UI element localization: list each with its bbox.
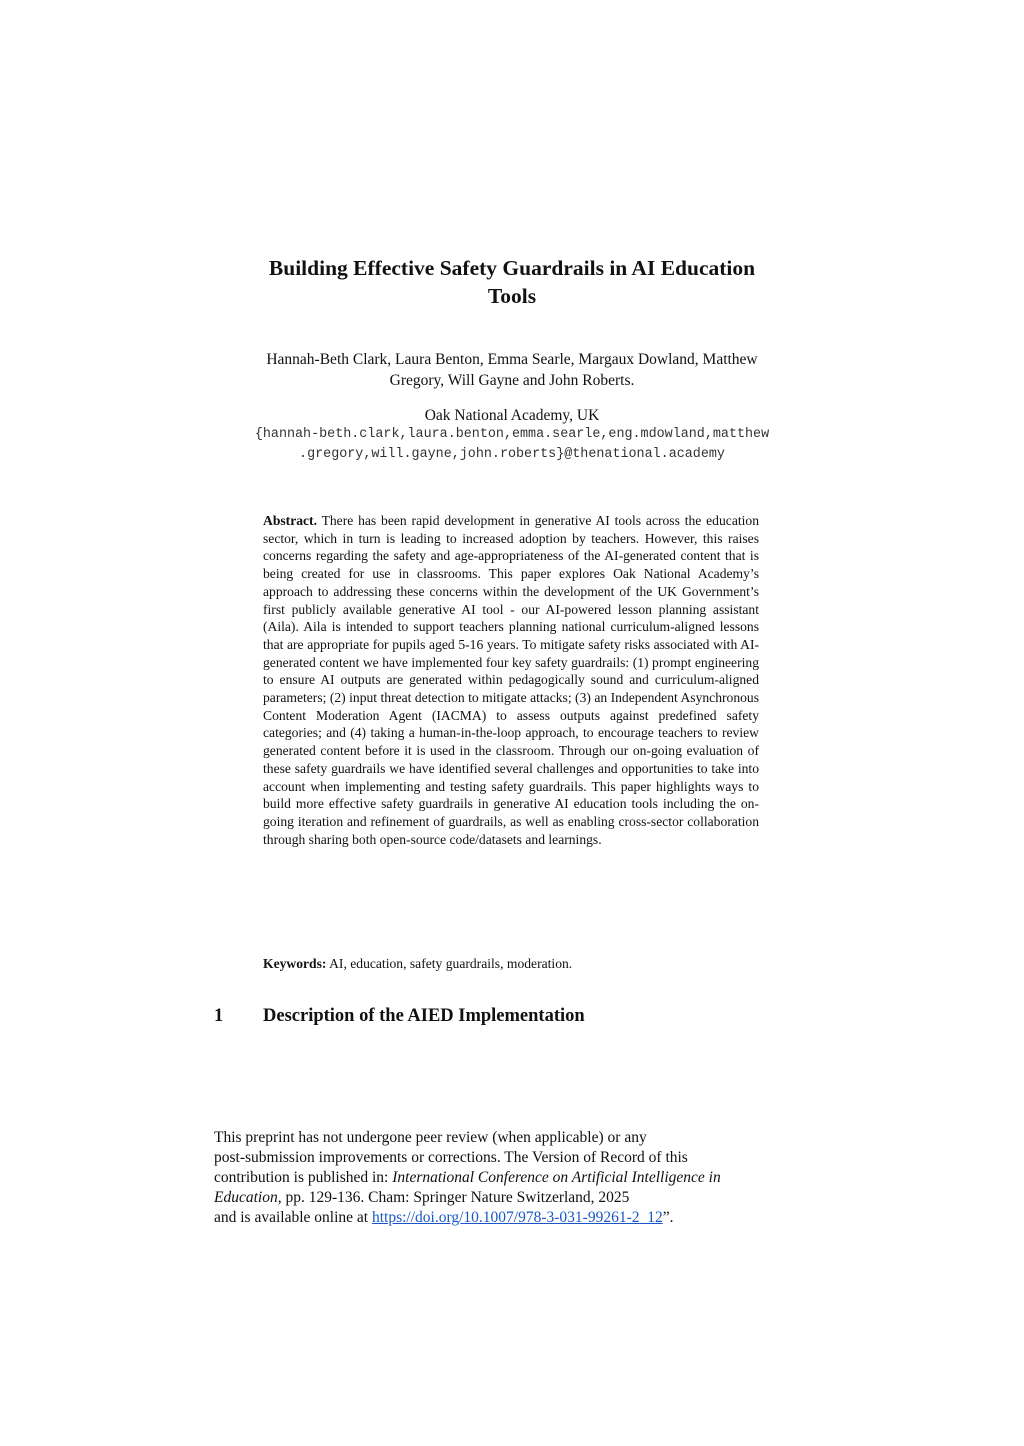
keywords-label: Keywords: <box>263 956 327 971</box>
venue-name-part-2: Education <box>214 1189 278 1206</box>
paper-title-line-2: Tools <box>487 284 537 308</box>
publication-details: , pp. 129-136. Cham: Springer Nature Switzerland, 2025 <box>277 1189 630 1206</box>
author-list-line-1: Hannah-Beth Clark, Laura Benton, Emma Searle, Margaux Dowland, Matthew <box>266 351 758 368</box>
abstract <box>263 512 759 848</box>
author-list <box>212 349 812 391</box>
section-title: Description of the AIED Implementation <box>263 1006 585 1026</box>
preprint-notice-line-4 <box>214 1188 814 1208</box>
venue-name-part-1: International Conference on Artificial Intelligence in <box>392 1169 721 1186</box>
preprint-notice-line-1: This preprint has not undergone peer review (when applicable) or any <box>214 1129 647 1146</box>
keywords <box>263 955 759 973</box>
preprint-notice <box>214 1128 814 1228</box>
section-number: 1 <box>214 1006 224 1026</box>
available-online-text: and is available online at <box>214 1209 372 1226</box>
section-heading <box>214 1004 814 1028</box>
preprint-notice-line-5 <box>214 1208 814 1228</box>
author-emails-line-2: .gregory,will.gayne,john.roberts}@thenational.academy <box>299 447 725 462</box>
author-emails <box>200 425 824 465</box>
published-in-text: contribution is published in: <box>214 1169 393 1186</box>
abstract-label: Abstract. <box>263 513 317 528</box>
closing-quote: ”. <box>662 1209 674 1226</box>
author-emails-line-1: {hannah-beth.clark,laura.benton,emma.searle,eng.mdowland,matthew <box>254 427 770 442</box>
abstract-text: There has been rapid development in generative AI tools across the education sector, which in turn is leading to increased adoption by teachers. However, this raises concerns regarding the safety and age-appropriateness of the AI-generated content that is being created for use in classrooms. This paper explores Oak National Academy’s approach to addressing these concerns within the development of the UK Government’s first publicly available generative AI tool - our AI-powered lesson planning assistant (Aila). Aila is intended to support teachers planning national curriculum-aligned lessons that are appropriate for pupils aged 5-16 years. To mitigate safety risks associated with AI-generated content we have implemented four key safety guardrails: (1) prompt engineering to ensure AI outputs are generated within pedagogically sound and curriculum-aligned parameters; (2) input threat detection to mitigate attacks; (3) an Independent Asynchronous Content Moderation Agent (IACMA) to assess outputs against predefined safety categories; and (4) taking a human-in-the-loop approach, to encourage teachers to review generated content before it is used in the classroom. Through our on-going evaluation of these safety guardrails we have identified several challenges and opportunities to take into account when implementing and testing safety guardrails. This paper highlights ways to build more effective safety guardrails in generative AI education tools including the on-going iteration and refinement of guardrails, as well as enabling cross-sector collaboration through sharing both open-source code/datasets and learnings. <box>263 513 759 847</box>
paper-title <box>212 254 812 310</box>
paper-title-line-1: Building Effective Safety Guardrails in AI Education <box>268 256 756 280</box>
author-list-line-2: Gregory, Will Gayne and John Roberts. <box>389 372 635 389</box>
preprint-notice-line-2: post-submission improvements or corrections. The Version of Record of this <box>214 1149 688 1166</box>
doi-link[interactable]: https://doi.org/10.1007/978-3-031-99261-2_12 <box>371 1209 663 1226</box>
keywords-text: AI, education, safety guardrails, moderation. <box>329 956 573 971</box>
preprint-notice-line-3 <box>214 1168 814 1188</box>
affiliation: Oak National Academy, UK <box>424 407 600 424</box>
